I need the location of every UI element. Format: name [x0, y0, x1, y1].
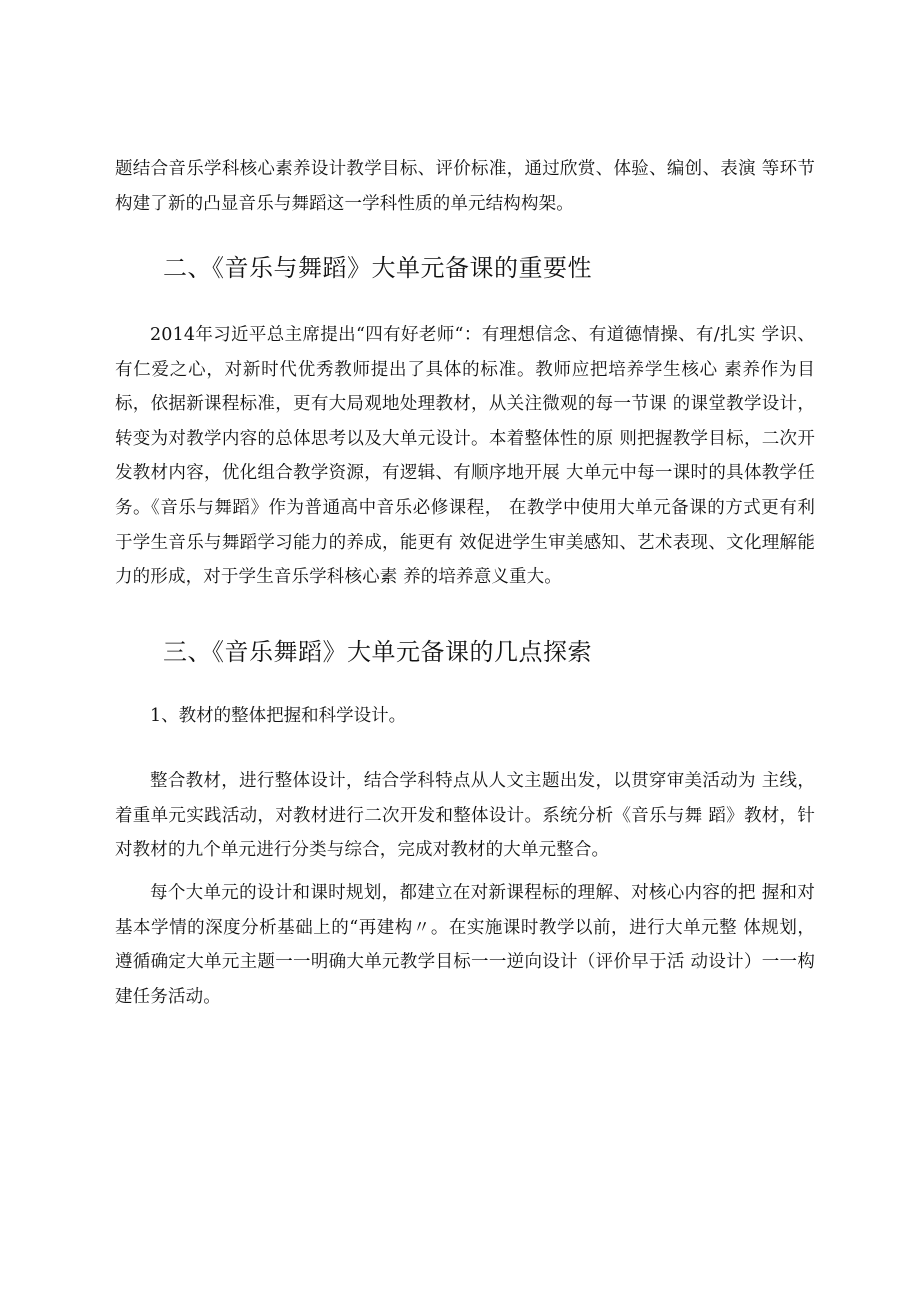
paragraph-importance-body: 2014年习近平总主席提出“四有好老师“：有理想信念、有道德情操、有/扎实 学识、有仁爱之心，对新时代优秀教师提出了具体的标准。教师应把培养学生核心 素养作为目标，依据新课程标准，更有大局观地处理教材，从关注微观的每一节课 的课堂教学设计，转变为对教学内容的总体思考以及大单元设计。本着整体性的原 则把握教学目标，二次开发教材内容，优化组合教学资源，有逻辑、有顺序地开展 大单元中每一课时的具体教学任务。《音乐与舞蹈》作为普通高中音乐必修课程， 在教学中使用大单元备课的方式更有利于学生音乐与舞蹈学习能力的养成，能更有 效促进学生审美感知、艺术表现、文化理解能力的形成，对于学生音乐学科核心素 养的培养意义重大。: [115, 325, 815, 588]
paragraph-unit-planning: 每个大单元的设计和课时规划，都建立在对新课程标的理解、对核心内容的把 握和对基本学情的深度分析基础上的“再建构〃。在实施课时教学以前，进行大单元整 体规划，遵循确定大单元主题一一明确大单元教学目标一一逆向设计（评价早于活 动设计）一一构建任务活动。: [115, 883, 815, 1007]
paragraph-unit-structure-intro: 题结合音乐学科核心素养设计教学目标、评价标准，通过欣赏、体验、编创、表演 等环节构建了新的凸显音乐与舞蹈这一学科性质的单元结构构架。: [115, 159, 815, 214]
subheading-textbook-design: 1、教材的整体把握和科学设计。: [150, 706, 407, 726]
paragraph-textbook-integration: 整合教材，进行整体设计，结合学科特点从人文主题出发，以贯穿审美活动为 主线，着重单元实践活动，对教材进行二次开发和整体设计。系统分析《音乐与舞 蹈》教材，针对教材的九个单元进行分类与综合，完成对教材的大单元整合。: [115, 771, 815, 861]
section-heading-exploration: 三、《音乐舞蹈》大单元备课的几点探索: [163, 638, 592, 666]
section-heading-importance: 二、《音乐与舞蹈》大单元备课的重要性: [163, 254, 592, 282]
